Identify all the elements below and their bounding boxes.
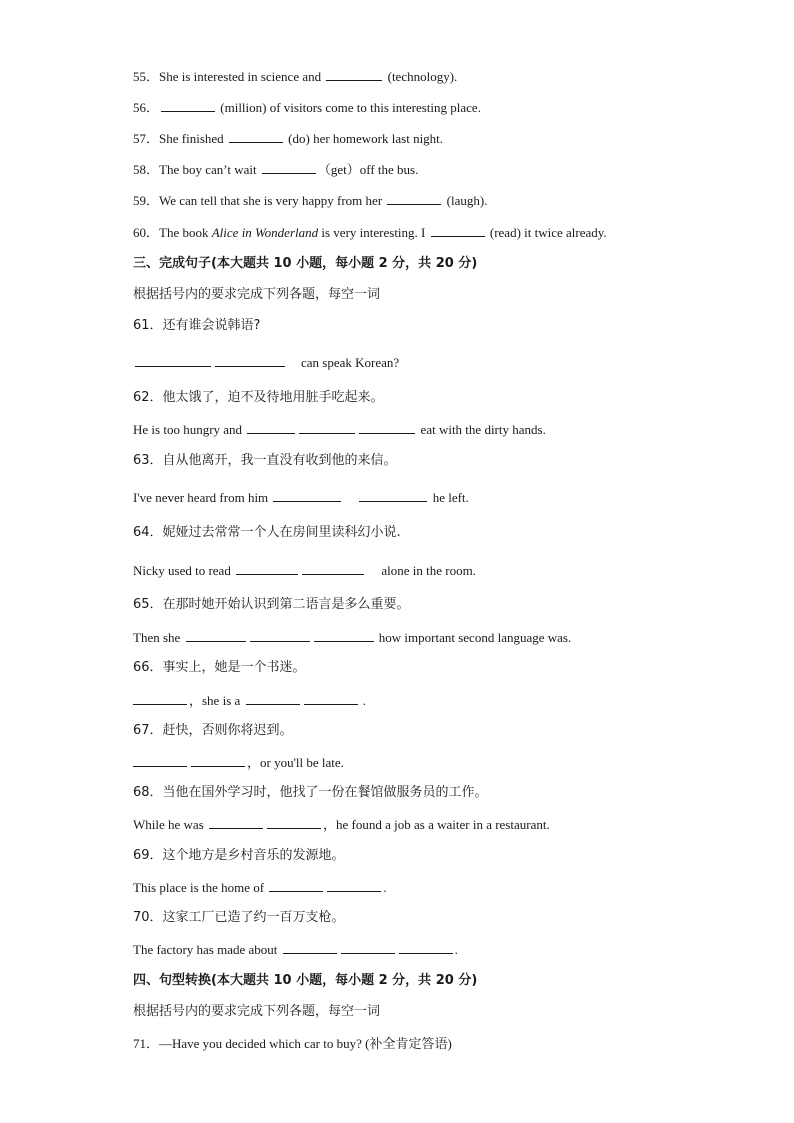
q67-text-b: ，or you'll be late.: [247, 755, 344, 770]
q69-text-b: .: [383, 880, 387, 895]
q67-chinese: 67．赶快，否则你将迟到。: [133, 723, 293, 738]
q66-text-a: ，she is a: [189, 693, 244, 708]
q59-number: 59．: [133, 193, 160, 208]
q63-english: [133, 489, 754, 506]
section-4-instruction: 根据括号内的要求完成下列各题，每空一词: [133, 1004, 381, 1019]
q59-text-b: (laugh).: [443, 193, 488, 208]
question-55: [133, 68, 754, 85]
q70-english: [133, 941, 754, 958]
answer-blank[interactable]: [326, 68, 382, 81]
q64-text-a: Nicky used to read: [133, 563, 235, 578]
q55-text-b: (technology).: [384, 69, 458, 84]
answer-blank[interactable]: [191, 754, 245, 767]
answer-blank[interactable]: [186, 629, 246, 642]
q65-text-a: Then she: [133, 630, 184, 645]
q66-english: [133, 692, 754, 709]
q63-text-a: I've never heard from him: [133, 490, 272, 505]
answer-blank[interactable]: [246, 692, 300, 705]
answer-blank[interactable]: [229, 130, 283, 143]
q58-text-a: The boy can’t wait: [159, 162, 260, 177]
answer-blank[interactable]: [250, 629, 310, 642]
answer-blank[interactable]: [359, 489, 427, 502]
q65-english: [133, 629, 754, 646]
answer-blank[interactable]: [341, 941, 395, 954]
question-60: [133, 224, 754, 241]
question-71: 71．—Have you decided which car to buy? (补全肯定答语): [133, 1036, 452, 1051]
q68-text-b: ，he found a job as a waiter in a restaurant.: [323, 817, 550, 832]
q58-number: 58．: [133, 162, 160, 177]
q60-text-c: (read) it twice already.: [486, 225, 607, 240]
q69-text-a: This place is the home of: [133, 880, 268, 895]
answer-blank[interactable]: [135, 354, 211, 367]
q57-text-b: (do) her homework last night.: [284, 131, 444, 146]
q64-english: [133, 562, 754, 579]
answer-blank[interactable]: [387, 192, 441, 205]
section-4-heading: 四、句型转换(本大题共 10 小题，每小题 2 分，共 20 分): [133, 973, 478, 988]
q59-text-a: We can tell that she is very happy from her: [159, 193, 386, 208]
q69-chinese: 69．这个地方是乡村音乐的发源地。: [133, 848, 345, 863]
q69-english: [133, 879, 754, 896]
q64-chinese: 64．妮娅过去常常一个人在房间里读科幻小说.: [133, 525, 401, 540]
q62-text-b: eat with the dirty hands.: [417, 422, 546, 437]
q66-text-b: .: [359, 693, 367, 708]
q55-text-a: She is interested in science and: [159, 69, 325, 84]
answer-blank[interactable]: [269, 879, 323, 892]
q57-text-a: She finished: [159, 131, 227, 146]
q60-text-b: is very interesting. I: [318, 225, 429, 240]
answer-blank[interactable]: [304, 692, 358, 705]
book-title: Alice in Wonderland: [211, 225, 319, 240]
q65-chinese: 65．在那时她开始认识到第二语言是多么重要。: [133, 597, 410, 612]
answer-blank[interactable]: [209, 816, 263, 829]
question-59: [133, 192, 754, 209]
q68-chinese: 68．当他在国外学习时，他找了一份在餐馆做服务员的工作。: [133, 785, 488, 800]
q64-text-b: alone in the room.: [378, 563, 476, 578]
q67-english: [133, 754, 754, 771]
answer-blank[interactable]: [262, 161, 316, 174]
q70-text-b: .: [454, 942, 458, 957]
question-57: [133, 130, 754, 147]
q61-chinese: 61．还有谁会说韩语?: [133, 318, 261, 333]
q62-text-a: He is too hungry and: [133, 422, 246, 437]
q57-number: 57．: [133, 131, 160, 146]
q62-english: [133, 421, 754, 438]
answer-blank[interactable]: [431, 224, 485, 237]
answer-blank[interactable]: [161, 99, 215, 112]
q56-number: 56．: [133, 100, 160, 115]
answer-blank[interactable]: [273, 489, 341, 502]
q60-number: 60．: [133, 225, 160, 240]
answer-blank[interactable]: [327, 879, 381, 892]
answer-blank[interactable]: [359, 421, 415, 434]
q70-chinese: 70．这家工厂已造了约一百万支枪。: [133, 910, 345, 925]
q63-chinese: 63．自从他离开，我一直没有收到他的来信。: [133, 453, 397, 468]
q63-text-b: he left.: [429, 490, 469, 505]
q60-text-a: The book: [159, 225, 212, 240]
question-58: [133, 161, 754, 178]
q68-english: [133, 816, 754, 833]
section-3-instruction: 根据括号内的要求完成下列各题，每空一词: [133, 287, 381, 302]
answer-blank[interactable]: [133, 754, 187, 767]
answer-blank[interactable]: [236, 562, 298, 575]
q66-chinese: 66．事实上，她是一个书迷。: [133, 660, 306, 675]
q56-text-b: (million) of visitors come to this interesting place.: [217, 100, 481, 115]
answer-blank[interactable]: [314, 629, 374, 642]
q65-text-b: how important second language was.: [375, 630, 572, 645]
answer-blank[interactable]: [247, 421, 295, 434]
question-56: [133, 99, 754, 116]
answer-blank[interactable]: [215, 354, 285, 367]
answer-blank[interactable]: [133, 692, 187, 705]
answer-blank[interactable]: [283, 941, 337, 954]
q55-number: 55．: [133, 69, 160, 84]
answer-blank[interactable]: [399, 941, 453, 954]
q70-text-a: The factory has made about: [133, 942, 281, 957]
q61-english: [133, 354, 754, 371]
answer-blank[interactable]: [267, 816, 321, 829]
q68-text-a: While he was: [133, 817, 208, 832]
q61-text: can speak Korean?: [301, 355, 400, 370]
section-3-heading: 三、完成句子(本大题共 10 小题，每小题 2 分，共 20 分): [133, 256, 478, 271]
q62-chinese: 62．他太饿了，迫不及待地用脏手吃起来。: [133, 390, 384, 405]
q58-text-b: （get）off the bus.: [317, 162, 419, 177]
answer-blank[interactable]: [302, 562, 364, 575]
answer-blank[interactable]: [299, 421, 355, 434]
